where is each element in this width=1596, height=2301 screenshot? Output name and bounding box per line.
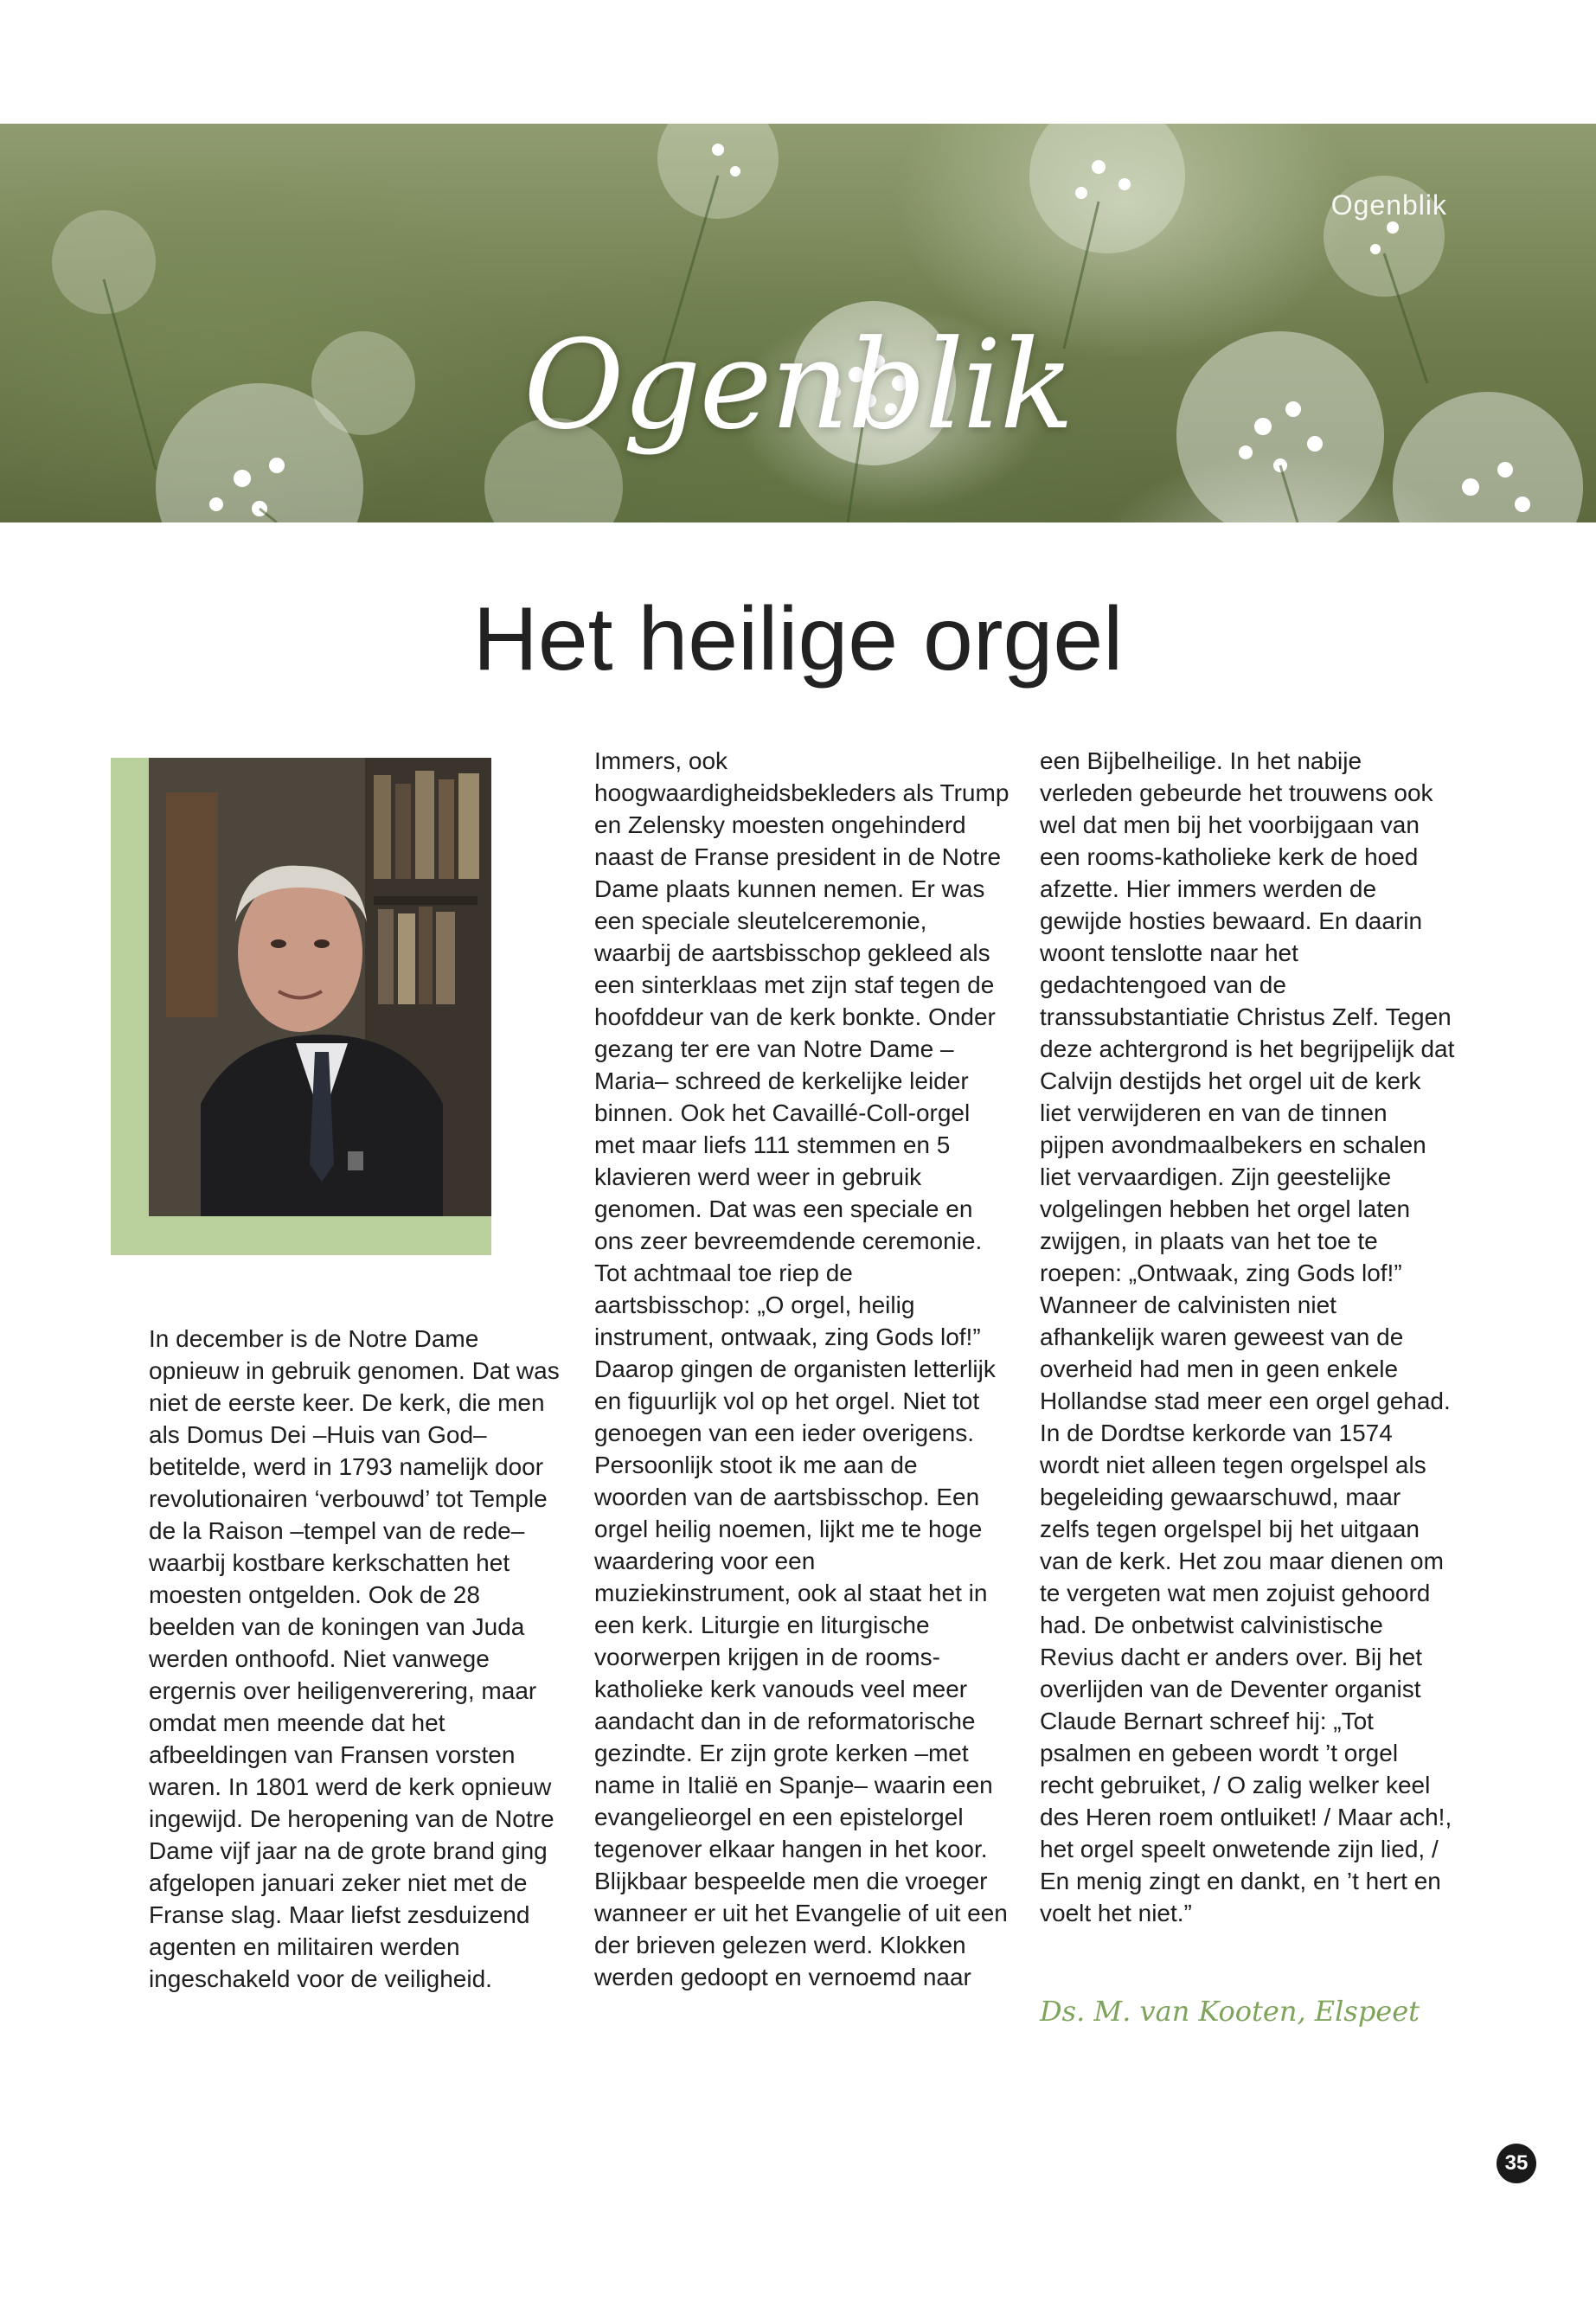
- author-portrait-image: [149, 758, 491, 1216]
- header-banner: [0, 124, 1596, 522]
- banner-title: Ogenblik: [523, 314, 1073, 457]
- author-signature: Ds. M. van Kooten, Elspeet: [1040, 1995, 1420, 2028]
- author-photo: [149, 758, 491, 1216]
- column-3-text: een Bijbelheilige. In het nabije verleden gebeurde het trouwens ook wel dat men bij het voorbijgaan van een rooms-katholieke kerk de hoed afzette. Hier immers werden de gewijde hosties bewaard. En daarin woont tenslotte naar het gedachtengoed van de transsubstantiatie Christus Zelf. Tegen deze achtergrond is het begrijpelijk dat Calvijn destijds het orgel uit de kerk liet verwijderen en van de tinnen pijpen avondmaalbekers en schalen liet vervaardigen. Zijn geestelijke volgelingen hebben het orgel laten zwijgen, in plaats van het toe te roepen: „Ontwaak, zing Gods lof!” Wanneer de calvinisten niet afhankelijk waren geweest van de overheid had men in geen enkele Hollandse stad meer een orgel gehad. In de Dordtse kerkorde van 1574 wordt niet alleen tegen orgelspel als begeleiding gewaarschuwd, maar zelfs tegen orgelspel bij het uitgaan van de kerk. Het zou maar dienen om te vergeten wat men zojuist gehoord had. De onbetwist calvinistische Revius dacht er anders over. Bij het overlijden van de Deventer organist Claude Bernart schreef hij: „Tot psalmen en gebeen wordt ’t orgel recht gebruiket, / O zalig welker keel des Heren roem ontluiket! / Maar ach!, het orgel speelt onwetende zijn lied, / En menig zingt en dankt, en ’t hert en voelt het niet.”: [1040, 747, 1455, 1926]
- section-label: Ogenblik: [1330, 189, 1447, 221]
- page-number-badge: 35: [1497, 2144, 1536, 2183]
- article-column-3: [1040, 745, 1455, 1929]
- column-1-text: In december is de Notre Dame opnieuw in gebruik genomen. Dat was niet de eerste keer. De kerk, die men als Domus Dei –Huis van God– betitelde, werd in 1793 namelijk door revolutionairen ‘verbouwd’ tot Temple de la Raison –tempel van de rede– waarbij kostbare kerkschatten het moesten ontgelden. Ook de 28 beelden van de koningen van Juda werden onthoofd. Niet vanwege ergernis over heiligenverering, maar omdat men meende dat het afbeeldingen van Fransen vorsten waren. In 1801 werd de kerk opnieuw ingewijd. De heropening van de Notre Dame vijf jaar na de grote brand ging afgelopen januari zeker niet met de Franse slag. Maar liefst zesduizend agenten en militairen werden ingeschakeld voor de veiligheid.: [149, 1325, 560, 1992]
- column-2-text: Immers, ook hoogwaardigheidsbekleders als Trump en Zelensky moesten ongehinderd naast de Franse president in de Notre Dame plaats kunnen nemen. Er was een speciale sleutelceremonie, waarbij de aartsbisschop gekleed als een sinterklaas met zijn staf tegen de hoofddeur van de kerk bonkte. Onder gezang ter ere van Notre Dame –Maria– schreed de kerkelijke leider binnen. Ook het Cavaillé-Coll-orgel met maar liefs 111 stemmen en 5 klavieren werd weer in gebruik genomen. Dat was een speciale en ons zeer bevreemdende ceremonie. Tot achtmaal toe riep de aartsbisschop: „O orgel, heilig instrument, ontwaak, zing Gods lof!” Daarop gingen de organisten letterlijk en figuurlijk vol op het orgel. Niet tot genoegen van een ieder overigens. Persoonlijk stoot ik me aan de woorden van de aartsbisschop. Een orgel heilig noemen, lijkt me te hoge waardering voor een muziekinstrument, ook al staat het in een kerk. Liturgie en liturgische voorwerpen krijgen in de rooms-katholieke kerk vanouds veel meer aandacht dan in de reformatorische gezindte. Er zijn grote kerken –met name in Italië en Spanje– waarin een evangelieorgel en een epistelorgel tegenover elkaar hangen in het koor. Blijkbaar bespeelde men die vroeger wanneer er uit het Evangelie of uit een der brieven gelezen werd. Klokken werden gedoopt en vernoemd naar: [594, 747, 1010, 1990]
- article-title: Het heilige orgel: [472, 589, 1124, 689]
- article-column-1: [149, 1323, 564, 1995]
- article-column-2: [594, 745, 1010, 1993]
